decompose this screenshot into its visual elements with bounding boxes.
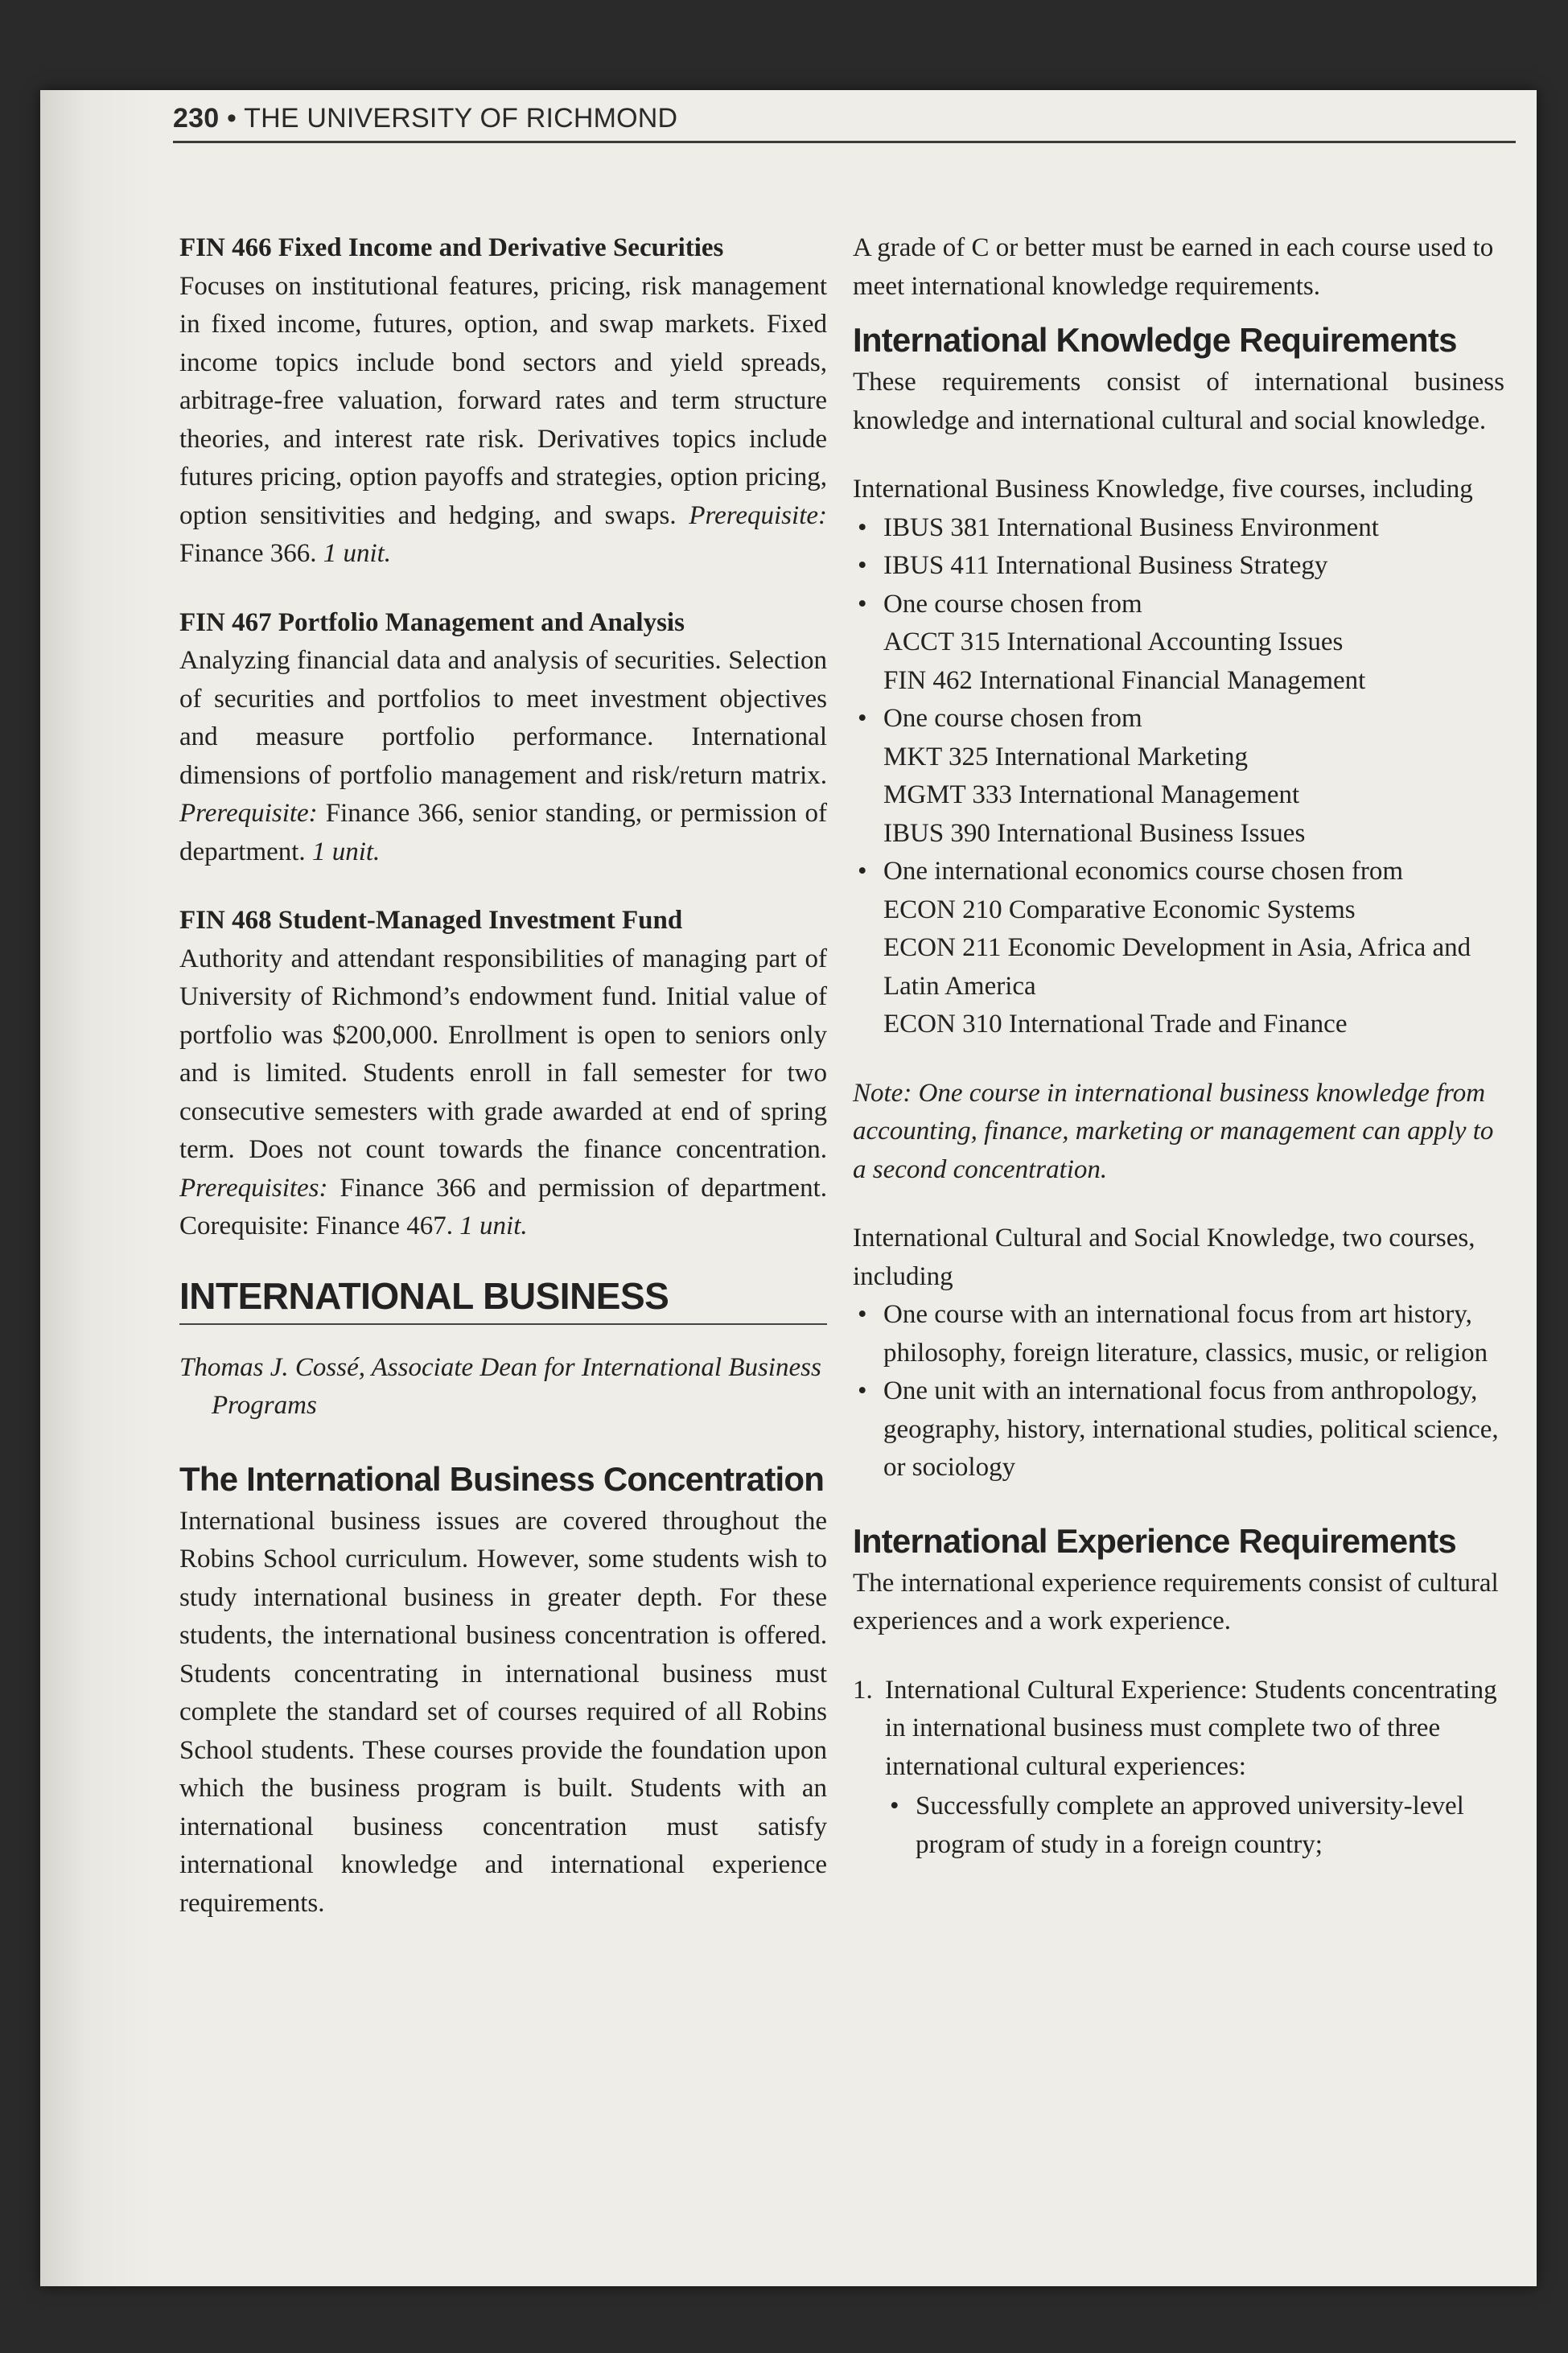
bullet: • [858, 1300, 867, 1329]
experience-heading: International Experience Requirements [853, 1521, 1456, 1560]
sub-item: ACCT 315 International Accounting Issues [883, 627, 1344, 656]
concentration-heading: The International Business Concentration [179, 1459, 825, 1498]
concentration-body: International business issues are covered throughout the Robins School curriculum. However, some students wish to study international business in greater depth. For these students, the international business concentration is offered. Students concentrating in international business must complete the standard set of courses required of all Robins School students. These courses provide the foundation upon which the business program is built. Students with an international business concentration must satisfy international knowledge and international experience requirements. [179, 1506, 827, 1918]
list-item: • One unit with an international focus from anthropology, geography, history, international studies, political science, or sociology [853, 1372, 1504, 1487]
cultural-knowledge-intro: International Cultural and Social Knowledge, two courses, including [853, 1224, 1475, 1291]
grade-note: A grade of C or better must be earned in each course used to meet international knowledge requirements. [853, 233, 1494, 301]
knowledge-body: These requirements consist of international business knowledge and international cultural and social knowledge. [853, 368, 1504, 435]
list-item: • One international economics course chosen from ECON 210 Comparative Economic Systems ECON 211 Economic Development in Asia, Africa and Latin America ECON 310 International Trade and Finance [853, 853, 1504, 1044]
course-fin-467 [179, 604, 827, 872]
course-title: FIN 467 Portfolio Management and Analysis [179, 607, 685, 637]
header-separator: • [226, 103, 237, 134]
associate-dean-line: Thomas J. Cossé, Associate Dean for International Business Programs [179, 1352, 821, 1420]
course-description: Authority and attendant responsibilities of managing part of University of Richmond’s endowment fund. Initial value of portfolio was $200,000. Enrollment is open to seniors only and is limited. Students enroll in fall semester for two consecutive semesters with grade awarded at end of spring term. Does not count towards the finance concentration. Prerequisites: Finance 366 and permission of department. Corequisite: Finance 467. 1 unit. [179, 944, 827, 1240]
section-heading-international-business: INTERNATIONAL BUSINESS [179, 1273, 827, 1325]
running-header [173, 103, 1516, 143]
business-knowledge-intro: International Business Knowledge, five courses, including [853, 475, 1473, 504]
list-item: • One course chosen from ACCT 315 International Accounting Issues FIN 462 International Financial Management [853, 586, 1504, 701]
sub-item: MKT 325 International Marketing [883, 742, 1249, 771]
bullet: • [858, 512, 867, 542]
course-description: Analyzing financial data and analysis of securities. Selection of securities and portfolios to meet investment objectives and measure portfolio performance. International dimensions of portfolio management and risk/return matrix. Prerequisite: Finance 366, senior standing, or permission of department. 1 unit. [179, 646, 828, 866]
bullet: • [858, 589, 867, 619]
bullet: • [858, 551, 867, 580]
course-title: FIN 468 Student-Managed Investment Fund [179, 906, 683, 935]
bullet: • [890, 1791, 899, 1820]
business-knowledge-list [853, 509, 1504, 1044]
course-fin-468 [179, 902, 827, 1246]
knowledge-heading: International Knowledge Requirements [853, 321, 1457, 359]
experience-body: The international experience requirements consist of cultural experiences and a work experience. [853, 1568, 1499, 1635]
sub-item: FIN 462 International Financial Management [883, 665, 1366, 695]
sub-item: ECON 211 Economic Development in Asia, Africa and Latin America [883, 933, 1471, 1001]
bullet: • [858, 704, 867, 733]
list-item: • IBUS 381 International Business Environment [853, 509, 1504, 548]
page-number: 230 [173, 103, 220, 134]
list-item: • One course with an international focus from art history, philosophy, foreign literature, classics, music, or religion [853, 1296, 1504, 1372]
cultural-knowledge-list [853, 1296, 1504, 1487]
page-edge-shadow [40, 90, 153, 2286]
experience-bullet-list [885, 1787, 1504, 1864]
list-item: • Successfully complete an approved university-level program of study in a foreign country; [885, 1787, 1504, 1864]
sub-item: ECON 210 Comparative Economic Systems [883, 895, 1356, 924]
bullet: • [858, 1376, 867, 1405]
running-title: THE UNIVERSITY OF RICHMOND [244, 103, 678, 134]
left-column [179, 229, 827, 1923]
list-item: • IBUS 411 International Business Strategy [853, 547, 1504, 586]
sub-item: MGMT 333 International Management [883, 780, 1300, 809]
concentration-note: Note: One course in international business knowledge from accounting, finance, marketing or management can apply to a second concentration. [853, 1078, 1494, 1184]
course-fin-466 [179, 229, 827, 574]
bullet: • [858, 857, 867, 886]
item-number: 1. [853, 1675, 873, 1705]
sub-item: IBUS 390 International Business Issues [883, 818, 1306, 848]
sub-item: ECON 310 International Trade and Finance [883, 1010, 1348, 1039]
list-item: • One course chosen from MKT 325 International Marketing MGMT 333 International Management IBUS 390 International Business Issues [853, 700, 1504, 853]
course-title: FIN 466 Fixed Income and Derivative Securities [179, 233, 724, 262]
right-column [853, 229, 1504, 1864]
course-description: Focuses on institutional features, pricing, risk management in fixed income, futures, option, and swap markets. Fixed income topics include bond sectors and yield spreads, arbitrage-free valuation, forward rates and term structure theories, and interest rate risk. Derivatives topics include futures pricing, option payoffs and strategies, option pricing, option sensitivities and hedging, and swaps. Prerequisite: Finance 366. 1 unit. [179, 271, 827, 568]
numbered-item: 1. International Cultural Experience: Students concentrating in international business must complete two of three international cultural experiences: • Successfully complete an approved university-level program of study in a foreign country; [853, 1672, 1504, 1865]
